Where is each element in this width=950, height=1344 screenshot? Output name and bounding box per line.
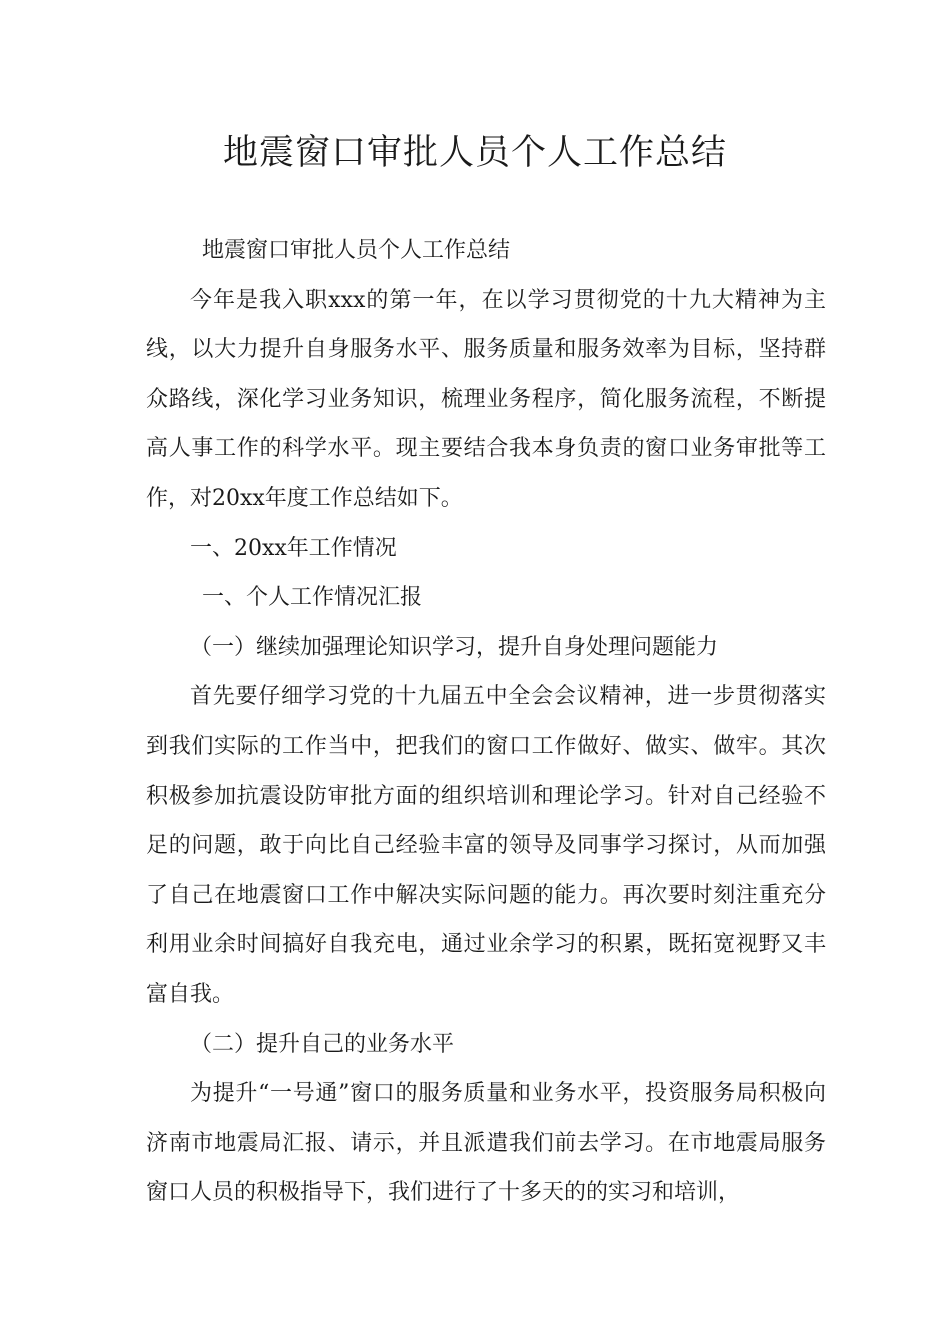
document-title: 地震窗口审批人员个人工作总结 bbox=[222, 133, 727, 173]
item-paragraph-1: 首先要仔细学习党的十九届五中全会会议精神，进一步贯彻落实到我们实际的工作当中，把我们的窗口工作做好、做实、做牢。其次积极参加抗震设防审批方面的组织培训和理论学习。针对自己经验不足的问题，敢于向比自己经验丰富的领导及同事学习探讨，从而加强了自己在地震窗口工作中解决实际问题的能力。再次要时刻注重充分利用业余时间搞好自我充电，通过业余学习的积累，既拓宽视野又丰富自我。 bbox=[146, 684, 826, 1007]
intro-paragraph: 今年是我入职xxx的第一年，在以学习贯彻党的十九大精神为主线，以大力提升自身服务水平、服务质量和服务效率为目标，坚持群众路线，深化学习业务知识，梳理业务程序，简化服务流程，不断提高人事工作的科学水平。现主要结合我本身负责的窗口业务审批等工作，对20xx年度工作总结如下。 bbox=[146, 287, 826, 511]
document-body bbox=[146, 226, 826, 1218]
item-paragraph-2: 为提升“一号通”窗口的服务质量和业务水平，投资服务局积极向济南市地震局汇报、请示，并且派遣我们前去学习。在市地震局服务窗口人员的积极指导下，我们进行了十多天的的实习和培训， bbox=[146, 1081, 826, 1206]
item-heading-1: （一）继续加强理论知识学习，提升自身处理问题能力 bbox=[190, 634, 719, 660]
subsection-heading-1: 一、个人工作情况汇报 bbox=[202, 585, 423, 611]
section-heading-1: 一、20xx年工作情况 bbox=[190, 535, 397, 561]
document-subtitle: 地震窗口审批人员个人工作总结 bbox=[202, 238, 511, 263]
item-heading-2: （二）提升自己的业务水平 bbox=[190, 1031, 455, 1057]
